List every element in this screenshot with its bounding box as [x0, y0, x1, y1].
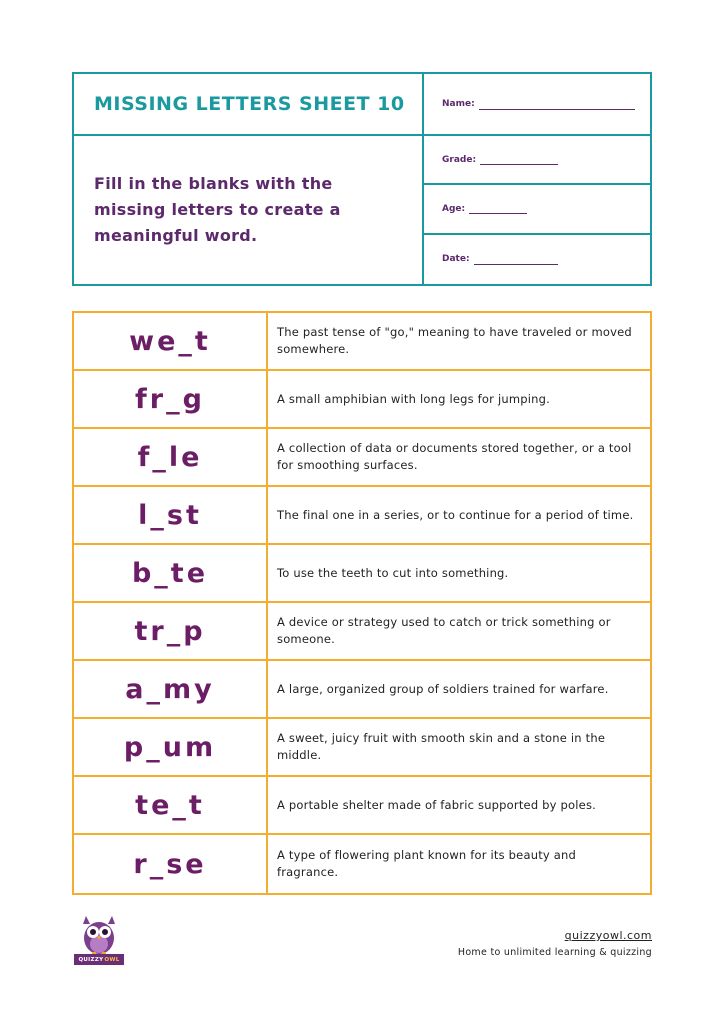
missing-letter-word: te_t	[135, 789, 205, 821]
clue-cell	[268, 661, 650, 717]
quizzyowl-logo	[74, 912, 124, 966]
grade-blank-line[interactable]	[480, 154, 558, 165]
word-clue: A sweet, juicy fruit with smooth skin and a stone in the middle.	[277, 731, 606, 762]
word-clue: A device or strategy used to catch or trick something or someone.	[277, 615, 611, 646]
word-clue: To use the teeth to cut into something.	[277, 565, 509, 580]
word-cell	[74, 429, 268, 485]
site-link[interactable]: quizzyowl.com	[564, 929, 652, 942]
table-row	[74, 545, 650, 603]
instructions-cell	[74, 136, 424, 284]
date-label: Date:	[442, 254, 470, 265]
word-cell	[74, 777, 268, 833]
word-cell	[74, 835, 268, 893]
word-cell	[74, 661, 268, 717]
word-cell	[74, 603, 268, 659]
name-field[interactable]	[424, 74, 650, 136]
clue-cell	[268, 371, 650, 427]
clue-cell	[268, 545, 650, 601]
word-clue: The past tense of "go," meaning to have traveled or moved somewhere.	[277, 325, 632, 356]
age-label: Age:	[442, 203, 466, 214]
missing-letter-word: p_um	[123, 731, 217, 763]
word-clue: A portable shelter made of fabric supported by poles.	[277, 797, 596, 812]
word-cell	[74, 719, 268, 775]
age-blank-line[interactable]	[469, 203, 527, 214]
clue-cell	[268, 487, 650, 543]
logo-label	[74, 954, 124, 965]
student-fields	[424, 136, 650, 284]
word-clue: A large, organized group of soldiers trained for warfare.	[277, 681, 609, 696]
word-table	[72, 311, 652, 895]
name-label: Name:	[442, 99, 475, 109]
missing-letter-word: l_st	[138, 499, 202, 531]
instructions-text: Fill in the blanks with the missing letters to create a meaningful word.	[94, 174, 341, 245]
age-field[interactable]	[424, 185, 650, 234]
logo-text-quizzy: QUIZZY	[78, 956, 104, 963]
word-cell	[74, 371, 268, 427]
grade-field[interactable]	[424, 136, 650, 185]
missing-letter-word: tr_p	[134, 615, 206, 647]
owl-icon	[74, 912, 124, 956]
word-clue: A collection of data or documents stored together, or a tool for smoothing surfaces.	[277, 441, 632, 472]
missing-letter-word: we_t	[129, 325, 211, 357]
missing-letter-word: a_my	[125, 673, 215, 705]
table-row	[74, 313, 650, 371]
clue-cell	[268, 777, 650, 833]
word-cell	[74, 313, 268, 369]
title-cell	[74, 74, 424, 136]
table-row	[74, 487, 650, 545]
worksheet-title: MISSING LETTERS SHEET 10	[94, 93, 405, 115]
table-row	[74, 429, 650, 487]
missing-letter-word: r_se	[133, 848, 207, 880]
table-row	[74, 371, 650, 429]
word-cell	[74, 487, 268, 543]
footer-tagline: Home to unlimited learning & quizzing	[457, 947, 652, 958]
missing-letter-word: f_le	[137, 441, 203, 473]
missing-letter-word: fr_g	[135, 383, 205, 415]
table-row	[74, 777, 650, 835]
clue-cell	[268, 313, 650, 369]
table-row	[74, 661, 650, 719]
word-clue: The final one in a series, or to continue for a period of time.	[277, 507, 634, 522]
date-blank-line[interactable]	[474, 254, 558, 265]
name-blank-line[interactable]	[479, 99, 635, 110]
word-clue: A small amphibian with long legs for jumping.	[277, 391, 550, 406]
date-field[interactable]	[424, 235, 650, 284]
table-row	[74, 719, 650, 777]
table-row	[74, 603, 650, 661]
logo-text-owl: OWL	[104, 956, 120, 963]
worksheet-header	[72, 72, 652, 286]
word-clue: A type of flowering plant known for its beauty and fragrance.	[277, 848, 576, 879]
clue-cell	[268, 603, 650, 659]
clue-cell	[268, 835, 650, 893]
table-row	[74, 835, 650, 893]
clue-cell	[268, 429, 650, 485]
word-cell	[74, 545, 268, 601]
clue-cell	[268, 719, 650, 775]
missing-letter-word: b_te	[131, 557, 209, 589]
grade-label: Grade:	[442, 154, 477, 165]
